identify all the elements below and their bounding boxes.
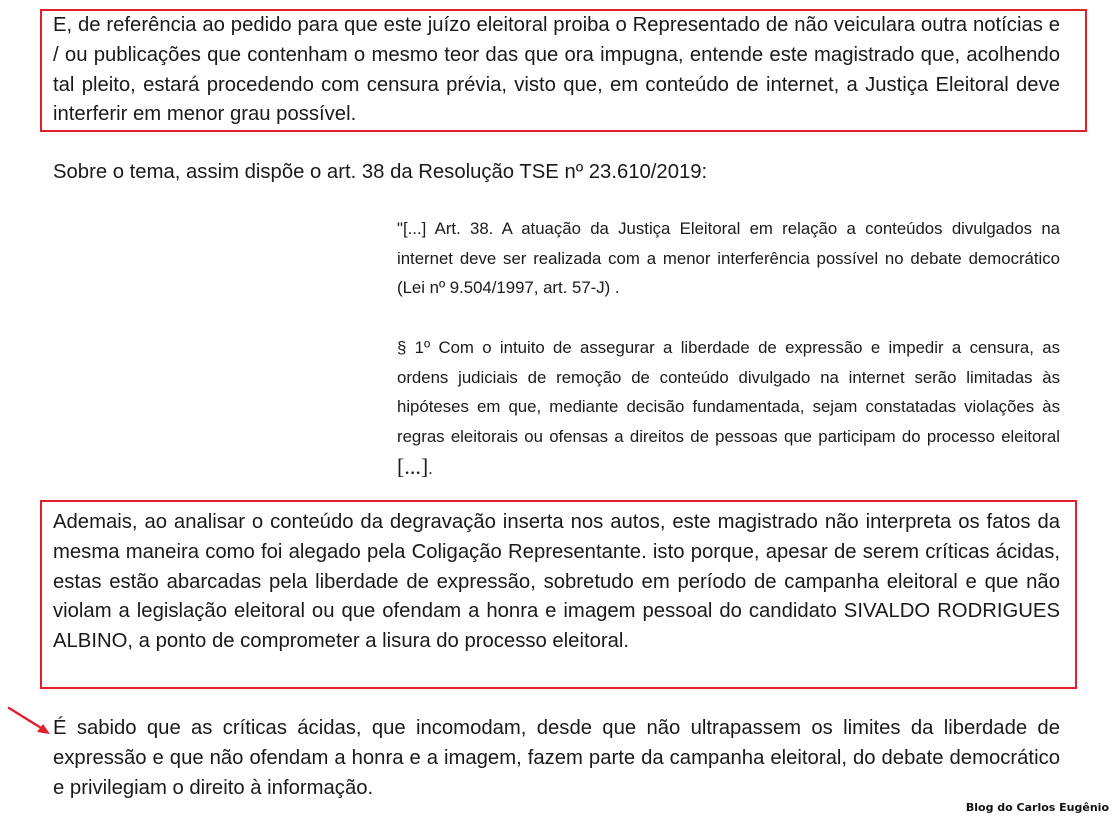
paragraph-ademais: Ademais, ao analisar o conteúdo da degravação inserta nos autos, este magistrado não interpreta os fatos da mesma maneira como foi alegado pela Coligação Representante. isto porque, apesar de serem críticas ácidas, estas estão abarcadas pela liberdade de expressão, sobretudo em período de campanha eleitoral e que não violam a legislação eleitoral ou que ofendam a honra e imagem pessoal do candidato SIVALDO RODRIGUES ALBINO, a ponto de comprometer a lisura do processo eleitoral. [53,511,1060,653]
red-arrow-icon [6,704,54,740]
paragraph-criticas-acidas: É sabido que as críticas ácidas, que incomodam, desde que não ultrapassem os limites da liberdade de expressão e que não ofendam a honra e a imagem, fazem parte da campanha eleitoral, do debate democrático e privilegiam o direito à informação. [53,717,1060,799]
paragraph-art-38-intro: Sobre o tema, assim dispõe o art. 38 da Resolução TSE nº 23.610/2019: [53,161,708,183]
quote-art-38: "[...] Art. 38. A atuação da Justiça Eleitoral em relação a conteúdos divulgados na internet deve ser realizada com a menor interferência possível no debate democrático (Lei nº 9.504/1997, art. 57-J) . [397,219,1060,298]
quote-paragraph-1-text: § 1º Com o intuito de assegurar a liberdade de expressão e impedir a censura, as ordens judiciais de remoção de conteúdo divulgado na internet serão limitadas às hipóteses em que, mediante decisão fundamentada, sejam constatadas violações às regras eleitorais ou ofensas a direitos de pessoas que participam do processo eleitoral [397,338,1060,447]
paragraph-censura-previa: E, de referência ao pedido para que este juízo eleitoral proiba o Representado de não veiculara outra notícias e / ou publicações que contenham o mesmo teor das que ora impugna, entende este magistrado que, acolhendo tal pleito, estará procedendo com censura prévia, visto que, em conteúdo de internet, a Justiça Eleitoral deve interferir em menor grau possível. [53,14,1060,126]
quote-final-dot: . [428,458,433,478]
quote-paragraph-1 [397,333,1060,484]
quote-ellipsis: [...] [397,453,429,479]
watermark: Blog do Carlos Eugênio [965,801,1109,814]
